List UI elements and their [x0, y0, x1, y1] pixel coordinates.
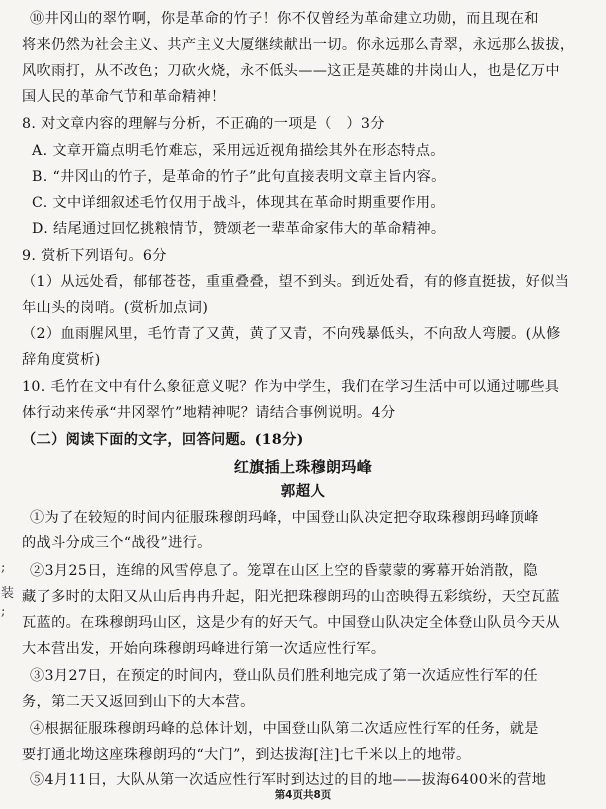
- paragraph-10-line-1: ⑩井冈山的翠竹啊，你是革命的竹子！你不仅曾经为革命建立功勋，而且现在和: [30, 11, 539, 27]
- passage-author: 郭超人: [280, 483, 326, 500]
- question-8-option-a: A. 文章开篇点明毛竹难忘，采用远近视角描绘其外在形态特点。: [32, 143, 445, 159]
- question-9-stem: 9. 赏析下列语句。6分: [22, 248, 167, 264]
- passage-paragraph-4-line-1: ④根据征服珠穆朗玛峰的总体计划，中国登山队第二次适应性行军的任务，就是: [30, 721, 539, 737]
- question-9-item-1-line-1: （1）从远处看，郁郁苍苍，重重叠叠，望不到头。到近处看，有的修直挺拔，好似当: [22, 274, 570, 290]
- passage-paragraph-5-line-1: ⑤4月11日，大队从第一次适应性行军时到达过的目的地——拔海6400米的营地: [30, 772, 547, 788]
- paragraph-10-line-2: 将来仍然为社会主义、共产主义大厦继续献出一切。你永远那么青翠，永远那么拔拔，: [22, 37, 575, 53]
- section-2-heading: （二）阅读下面的文字，回答问题。(18分): [22, 432, 304, 448]
- passage-paragraph-3-line-1: ③3月27日，在预定的时间内，登山队员们胜利地完成了第一次适应性行军的任: [30, 668, 538, 684]
- question-8-option-b: B. “井冈山的竹子，是革命的竹子”此句直接表明文章主旨内容。: [32, 169, 446, 185]
- passage-paragraph-4-line-2: 要打通北坳这座珠穆朗玛的“大门”，到达拔海[注]七千米以上的地带。: [22, 747, 471, 763]
- question-9-item-2-line-1: （2）血雨腥风里，毛竹青了又黄，黄了又青，不向残暴低头，不向敌人弯腰。(从修: [22, 326, 561, 342]
- passage-title: 红旗插上珠穆朗玛峰: [233, 458, 373, 476]
- question-9-item-2-line-2: 辞角度赏析): [22, 352, 101, 368]
- question-8-option-d: D. 结尾通过回忆挑粮情节，赞颂老一辈革命家伟大的革命精神。: [32, 221, 446, 237]
- binding-margin-mark: 装: [1, 586, 15, 601]
- passage-paragraph-2-line-2: 藏了多时的太阳又从山后冉冉升起，阳光把珠穆朗玛的山峦映得五彩缤纷，天空瓦蓝: [22, 589, 560, 605]
- binding-margin-mark: ;: [1, 560, 6, 575]
- question-8-option-c: C. 文中详细叙述毛竹仅用于战斗，体现其在革命时期重要作用。: [32, 195, 445, 211]
- page-footer: 第4页共8页: [274, 789, 332, 801]
- binding-margin-mark: ;: [1, 604, 6, 619]
- passage-paragraph-3-line-2: 务，第二天又返回到山下的大本营。: [22, 694, 255, 710]
- paragraph-10-line-4: 国人民的革命气节和革命精神！: [22, 89, 226, 105]
- passage-paragraph-2-line-3: 瓦蓝的。在珠穆朗玛山区，这是少有的好天气。中国登山队决定全体登山队员今天从: [22, 615, 560, 631]
- passage-paragraph-1-line-1: ①为了在较短的时间内征服珠穆朗玛峰，中国登山队决定把夺取珠穆朗玛峰顶峰: [30, 510, 539, 526]
- question-10-line-1: 10. 毛竹在文中有什么象征意义呢？作为中学生，我们在学习生活中可以通过哪些具: [22, 379, 560, 395]
- question-9-item-1-line-2: 年山头的岗哨。(赏析加点词): [22, 300, 209, 316]
- passage-paragraph-2-line-4: 大本营出发，开始向珠穆朗玛峰进行第一次适应性行军。: [22, 641, 386, 657]
- paragraph-10-line-3: 风吹雨打，从不改色；刀砍火烧，永不低头——这正是英雄的井岗山人，也是亿万中: [22, 63, 560, 79]
- passage-paragraph-1-line-2: 的战斗分成三个“战役”进行。: [22, 535, 212, 551]
- question-10-line-2: 体行动来传承“井冈翠竹”地精神呢？请结合事例说明。4分: [22, 405, 396, 421]
- question-8-stem: 8. 对文章内容的理解与分析，不正确的一项是（ ）3分: [22, 116, 385, 132]
- passage-paragraph-2-line-1: ②3月25日，连绵的风雪停息了。笼罩在山区上空的昏蒙蒙的雾幕开始消散，隐: [30, 563, 538, 579]
